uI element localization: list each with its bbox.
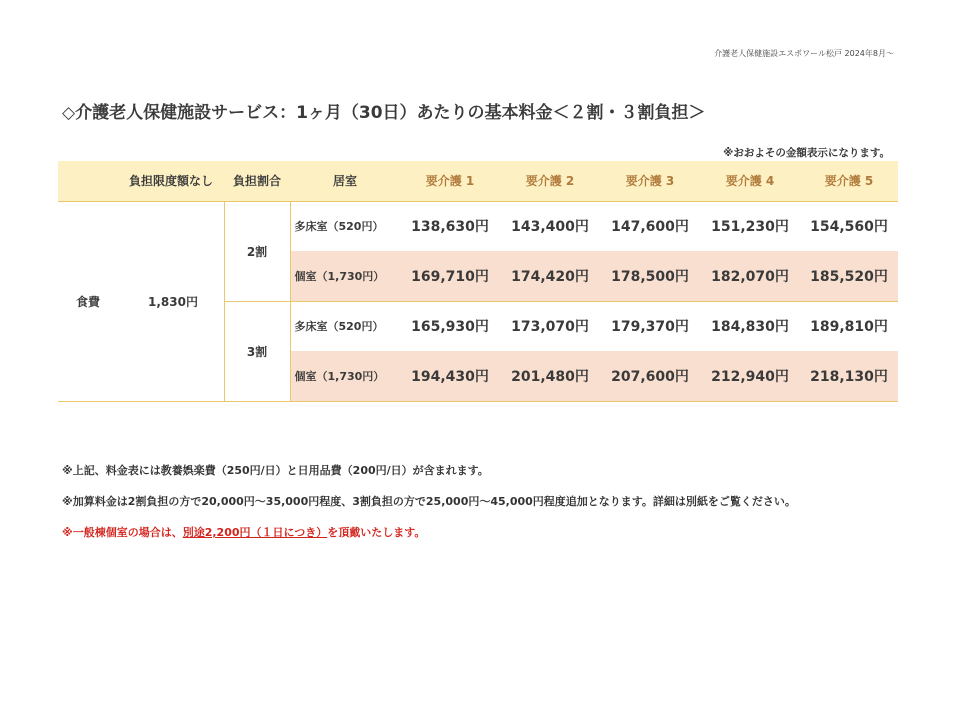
table-header-row [58, 161, 898, 201]
price-cell: 138,630円 [411, 219, 489, 236]
price-cell: 173,070円 [511, 319, 589, 336]
meal-cost-value: 1,830円 [118, 201, 224, 401]
page-title: ◇介護老人保健施設サービス：1ヶ月（30日）あたりの基本料金＜２割・３割負担＞ [62, 103, 706, 123]
facility-date-note: 介護老人保健施設エスポワール松戸 2024年8月～ [714, 49, 894, 58]
ratio-3: 3割 [224, 301, 290, 401]
header-care-1: 要介護 1 [400, 161, 500, 201]
price-cell: 178,500円 [600, 251, 700, 301]
note-private-room-prefix: ※一般棟個室の場合は、 [62, 526, 183, 539]
header-care-4: 要介護 4 [700, 161, 800, 201]
price-cell: 185,520円 [800, 251, 898, 301]
header-care-5: 要介護 5 [800, 161, 898, 201]
price-cell: 201,480円 [500, 351, 600, 401]
room-type: 個室（1,730円） [290, 251, 400, 301]
note-private-room [62, 524, 796, 555]
header-care-3: 要介護 3 [600, 161, 700, 201]
approximate-note: ※おおよその金額表示になります。 [723, 147, 890, 159]
notes-section [62, 462, 796, 555]
price-cell: 194,430円 [400, 351, 500, 401]
price-cell: 207,600円 [600, 351, 700, 401]
note-private-room-suffix: を頂戴いたします。 [327, 526, 426, 539]
header-blank [58, 161, 118, 201]
note-additional-fees: ※加算料金は2割負担の方で20,000円～35,000円程度、3割負担の方で25,000円～45,000円程度追加となります。詳細は別紙をご覧ください。 [62, 495, 796, 508]
meal-cost-label: 食費 [58, 201, 118, 401]
ratio-2: 2割 [224, 201, 290, 301]
room-type: 個室（1,730円） [290, 351, 400, 401]
price-cell: 154,560円 [810, 219, 888, 236]
price-cell: 165,930円 [411, 319, 489, 336]
price-cell: 147,600円 [611, 219, 689, 236]
price-cell: 143,400円 [511, 219, 589, 236]
note-included-fees: ※上記、料金表には教養娯楽費（250円/日）と日用品費（200円/日）が含まれます。 [62, 464, 489, 477]
table-row [58, 201, 898, 251]
header-care-2: 要介護 2 [500, 161, 600, 201]
header-no-limit: 負担限度額なし [118, 161, 224, 201]
price-cell: 169,710円 [400, 251, 500, 301]
price-cell: 174,420円 [500, 251, 600, 301]
price-cell: 212,940円 [700, 351, 800, 401]
fee-table [58, 161, 898, 402]
header-ratio: 負担割合 [224, 161, 290, 201]
header-room: 居室 [290, 161, 400, 201]
price-cell: 189,810円 [810, 319, 888, 336]
note-private-room-fee: 別途2,200円（１日につき） [182, 526, 328, 539]
price-cell: 182,070円 [700, 251, 800, 301]
price-cell: 179,370円 [611, 319, 689, 336]
room-type: 多床室（520円） [294, 220, 384, 234]
price-cell: 184,830円 [711, 319, 789, 336]
price-cell: 218,130円 [800, 351, 898, 401]
room-type: 多床室（520円） [294, 320, 384, 334]
price-cell: 151,230円 [711, 219, 789, 236]
